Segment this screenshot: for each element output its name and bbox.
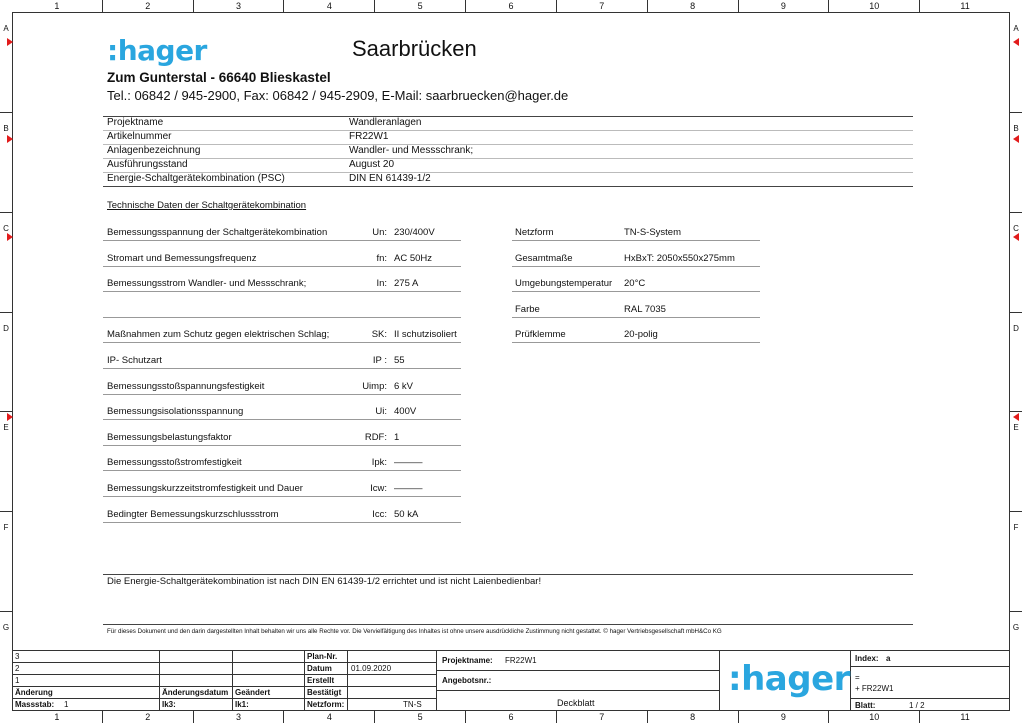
column-number: 1 xyxy=(54,712,60,722)
marker-arrow xyxy=(1013,413,1019,421)
divider xyxy=(103,624,913,625)
tech-right-value: HxBxT: 2050x550x275mm xyxy=(624,252,735,264)
tb-line xyxy=(850,698,1010,699)
tb-line xyxy=(719,650,720,711)
tech-value: 275 A xyxy=(394,278,419,290)
row-letter: D xyxy=(3,323,9,333)
divider xyxy=(103,470,461,471)
row-divider xyxy=(1010,212,1022,213)
plan-nr-label: Plan-Nr. xyxy=(307,652,338,661)
aenderung-label: Änderung xyxy=(15,688,53,697)
tech-value: 1 xyxy=(394,431,400,443)
tech-right-value: 20°C xyxy=(624,278,646,290)
row-divider xyxy=(0,212,12,213)
aenderungsdatum-label: Änderungsdatum xyxy=(162,688,229,697)
project-label: Anlagenbezeichnung xyxy=(107,145,201,156)
divider xyxy=(103,317,461,318)
tech-label: Bemessungsspannung der Schaltgerätekombination xyxy=(107,227,328,238)
divider xyxy=(103,394,461,395)
tb-line xyxy=(347,650,348,711)
row-letter: F xyxy=(3,523,9,533)
divider xyxy=(103,419,461,420)
divider xyxy=(103,186,913,187)
blatt-value: 1 / 2 xyxy=(909,701,925,710)
datum-value: 01.09.2020 xyxy=(351,664,392,673)
divider xyxy=(103,158,913,159)
column-number: 8 xyxy=(647,711,738,723)
row-divider xyxy=(0,112,12,113)
tb-line xyxy=(12,650,1010,651)
tech-value: AC 50Hz xyxy=(394,252,433,264)
column-number: 7 xyxy=(556,711,647,723)
copyright-notice: Für dieses Dokument und den darin dargestellten Inhalt behalten wir uns alle Rechte vor. Die Vervielfältigung des Inhaltes ist ohne unsere ausdrückliche Zustimmung nicht gestattet. © hager Vertriebsgesellschaft mbH&Co KG xyxy=(107,628,722,635)
tech-label: Bemessungsstoßspannungsfestigkeit xyxy=(107,380,265,392)
deckblatt-label: Deckblatt xyxy=(557,698,595,708)
address: Zum Gunterstal - 66640 Blieskastel xyxy=(107,70,331,85)
project-label: Projektname xyxy=(107,117,164,128)
tech-right-label: Prüfklemme xyxy=(515,329,566,341)
datum-label: Datum xyxy=(307,664,332,673)
divider xyxy=(512,240,760,241)
tech-sym: SK: xyxy=(371,329,387,341)
divider xyxy=(512,317,760,318)
row-divider xyxy=(1010,511,1022,512)
marker-arrow xyxy=(1013,38,1019,46)
divider xyxy=(512,266,760,267)
column-number: 10 xyxy=(828,0,919,12)
row-divider xyxy=(1010,312,1022,313)
tech-value: 55 xyxy=(394,355,405,366)
project-label: Ausführungsstand xyxy=(107,159,188,170)
tech-value: 50 kA xyxy=(394,508,419,520)
tech-sym: RDF: xyxy=(364,431,387,443)
tech-value: 6 kV xyxy=(394,380,414,392)
row-divider xyxy=(1010,611,1022,612)
tb-line xyxy=(436,650,437,711)
geaendert-label: Geändert xyxy=(235,688,271,697)
revision-number: 1 xyxy=(15,676,20,685)
column-number: 10 xyxy=(828,711,919,723)
title-block xyxy=(12,650,1010,711)
marker-arrow xyxy=(1013,135,1019,143)
tech-sym: In: xyxy=(376,278,387,290)
tb-line xyxy=(159,650,160,711)
column-number: 6 xyxy=(465,711,556,723)
compliance-note: Die Energie-Schaltgerätekombination ist nach DIN EN 61439-1/2 errichtet und ist nicht Laienbedienbar! xyxy=(107,576,542,587)
index-label: Index: xyxy=(855,654,879,663)
tech-value: 230/400V xyxy=(394,227,435,238)
column-number: 3 xyxy=(193,0,284,12)
column-number: 9 xyxy=(738,0,829,12)
marker-arrow xyxy=(7,413,13,421)
divider xyxy=(103,291,461,292)
column-number: 5 xyxy=(374,0,465,12)
revision-number: 2 xyxy=(15,664,20,673)
massstab-value: 1 xyxy=(64,700,69,709)
project-label: Artikelnummer xyxy=(107,131,172,142)
divider xyxy=(103,130,913,131)
marker-arrow xyxy=(7,38,13,46)
row-ruler-left xyxy=(0,12,12,711)
ik1-label: Ik1: xyxy=(235,700,249,709)
divider xyxy=(512,342,760,343)
angebotsnr-label: Angebotsnr.: xyxy=(442,676,492,685)
equals-sign: = xyxy=(855,673,860,682)
column-number: 5 xyxy=(374,711,465,723)
tech-sym: Ipk: xyxy=(371,457,387,469)
row-letter: D xyxy=(1013,323,1019,333)
tech-label: Maßnahmen zum Schutz gegen elektrischen Schlag; xyxy=(107,329,330,341)
column-number: 9 xyxy=(738,711,829,723)
row-divider xyxy=(0,611,12,612)
row-letter: G xyxy=(2,623,10,633)
column-number: 4 xyxy=(283,0,374,12)
project-value: DIN EN 61439-1/2 xyxy=(349,173,431,184)
column-number: 11 xyxy=(919,711,1010,723)
row-letter: A xyxy=(1013,23,1019,33)
marker-arrow xyxy=(7,233,13,241)
tb-line xyxy=(436,670,719,671)
contact-line: Tel.: 06842 / 945-2900, Fax: 06842 / 945-2909, E-Mail: saarbruecken@hager.de xyxy=(107,88,569,103)
column-number: 11 xyxy=(919,0,1010,12)
marker-arrow xyxy=(7,135,13,143)
tech-right-value: RAL 7035 xyxy=(624,303,666,315)
divider xyxy=(103,574,913,575)
tech-data-title: Technische Daten der Schaltgerätekombination xyxy=(107,200,307,211)
row-letter: E xyxy=(3,423,9,433)
tech-right-value: TN-S-System xyxy=(624,227,681,238)
tech-value: 400V xyxy=(394,406,417,418)
row-divider xyxy=(0,312,12,313)
column-number: 6 xyxy=(465,0,556,12)
project-value: Wandleranlagen xyxy=(349,117,422,128)
divider xyxy=(103,445,461,446)
row-letter: G xyxy=(1012,623,1020,633)
index-value: a xyxy=(886,654,891,663)
marker-arrow xyxy=(1013,233,1019,241)
tech-label: IP- Schutzart xyxy=(107,355,162,366)
divider xyxy=(103,144,913,145)
row-letter: F xyxy=(1013,523,1019,533)
tb-line xyxy=(232,650,233,711)
divider xyxy=(103,522,461,523)
project-value: Wandler- und Messschrank; xyxy=(349,145,474,156)
column-number: 3 xyxy=(193,711,284,723)
divider xyxy=(512,291,760,292)
projektname-value: FR22W1 xyxy=(505,656,537,665)
tech-right-label: Farbe xyxy=(515,303,540,315)
divider xyxy=(103,496,461,497)
column-number: 2 xyxy=(102,711,193,723)
column-ruler-bottom xyxy=(12,711,1010,723)
netzform-value: TN-S xyxy=(403,700,422,709)
tech-right-label: Gesamtmaße xyxy=(515,252,573,264)
projektname-label: Projektname: xyxy=(442,656,493,665)
tech-label: Bemessungskurzzeitstromfestigkeit und Dauer xyxy=(107,483,303,494)
project-value: FR22W1 xyxy=(349,131,389,142)
row-letter: B xyxy=(1013,123,1019,133)
row-letter: C xyxy=(3,223,9,233)
row-divider xyxy=(1010,112,1022,113)
column-number: 4 xyxy=(283,711,374,723)
column-number: 7 xyxy=(556,0,647,12)
column-number: 1 xyxy=(54,1,60,11)
row-divider xyxy=(0,511,12,512)
tech-sym: Ui: xyxy=(375,406,387,418)
tech-label: Bemessungsstoßstromfestigkeit xyxy=(107,457,242,469)
divider xyxy=(103,116,913,117)
row-letter: C xyxy=(1013,223,1019,233)
tech-label: Bedingter Bemessungskurzschlussstrom xyxy=(107,508,279,520)
netzform-label: Netzform: xyxy=(307,700,345,709)
tech-value: ——— xyxy=(394,483,423,494)
project-label: Energie-Schaltgerätekombination (PSC) xyxy=(107,173,285,184)
divider xyxy=(103,240,461,241)
location-code: + FR22W1 xyxy=(855,684,894,693)
revision-number: 3 xyxy=(15,652,20,661)
row-letter: E xyxy=(1013,423,1019,433)
tech-sym: fn: xyxy=(376,252,387,264)
bestaetigt-label: Bestätigt xyxy=(307,688,342,697)
row-letter: A xyxy=(3,23,9,33)
row-ruler-right xyxy=(1010,12,1022,711)
tb-line xyxy=(850,650,851,711)
tb-line xyxy=(12,698,436,699)
tech-right-label: Umgebungstemperatur xyxy=(515,278,613,290)
column-ruler-top xyxy=(12,0,1010,12)
tech-right-label: Netzform xyxy=(515,227,554,238)
row-letter: B xyxy=(3,123,9,133)
tech-value: II schutzisoliert xyxy=(394,329,457,341)
tech-sym: Uimp: xyxy=(362,380,387,392)
tb-line xyxy=(436,690,719,691)
tech-label: Bemessungsbelastungsfaktor xyxy=(107,431,232,443)
tech-label: Bemessungsstrom Wandler- und Messschrank; xyxy=(107,278,307,290)
divider xyxy=(103,266,461,267)
ik3-label: Ik3: xyxy=(162,700,176,709)
erstellt-label: Erstellt xyxy=(307,676,335,685)
tb-line xyxy=(12,662,436,663)
blatt-label: Blatt: xyxy=(855,701,876,710)
tb-line xyxy=(12,686,436,687)
divider xyxy=(103,342,461,343)
tech-value: ——— xyxy=(394,457,423,469)
tech-label: Stromart und Bemessungsfrequenz xyxy=(107,252,257,264)
column-number: 8 xyxy=(647,0,738,12)
tech-sym: Icc: xyxy=(372,508,387,520)
tech-right-value: 20-polig xyxy=(624,329,658,341)
tech-sym: Un: xyxy=(372,227,387,238)
project-value: August 20 xyxy=(349,159,395,170)
page-title: Saarbrücken xyxy=(352,36,477,61)
massstab-label: Massstab: xyxy=(15,700,55,709)
tech-sym: IP : xyxy=(372,355,387,366)
tech-label: Bemessungsisolationsspannung xyxy=(107,406,244,418)
column-number: 2 xyxy=(102,0,193,12)
tech-sym: Icw: xyxy=(370,483,387,494)
tb-line xyxy=(12,674,436,675)
divider xyxy=(103,368,461,369)
hager-logo: :hager xyxy=(107,34,207,67)
tb-line xyxy=(850,666,1010,667)
hager-logo-small: :hager xyxy=(728,659,850,699)
tb-line xyxy=(304,650,305,711)
